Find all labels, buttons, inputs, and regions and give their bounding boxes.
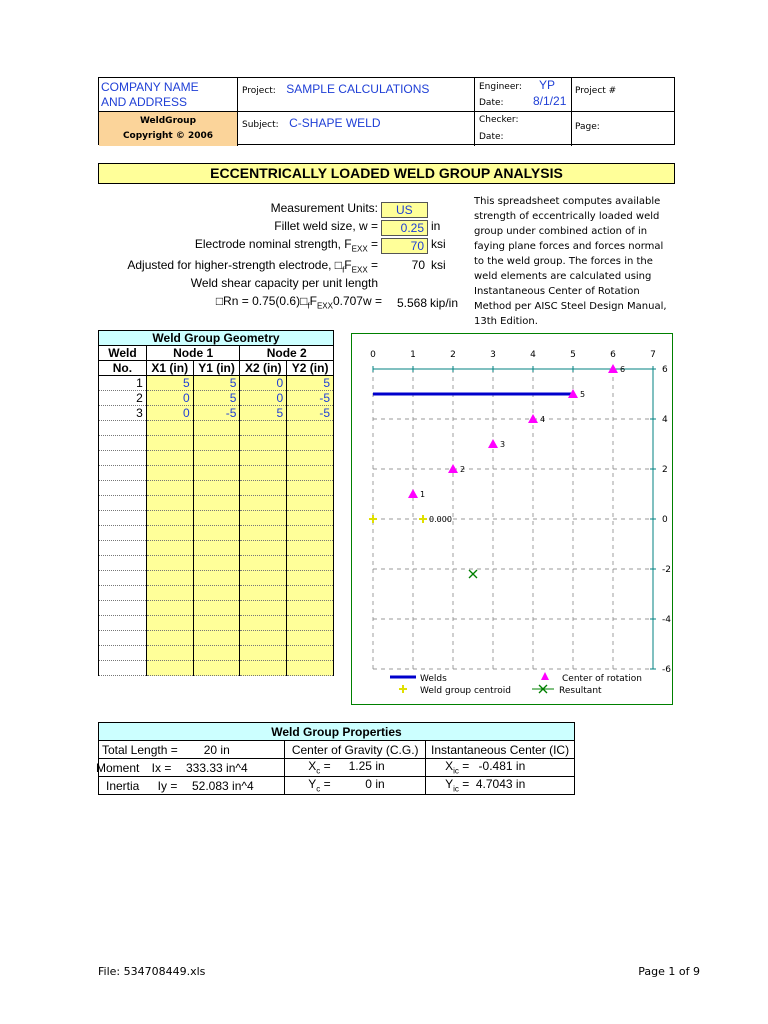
- legend-swatch-center: [541, 672, 549, 680]
- cell-no: [99, 631, 147, 646]
- xc-value: 1.25: [348, 759, 372, 774]
- cell-no: [99, 481, 147, 496]
- y-tick-label: -4: [662, 615, 671, 625]
- cell-x2[interactable]: [240, 421, 287, 436]
- cell-y2[interactable]: [287, 586, 334, 601]
- cell-y2[interactable]: 5: [287, 376, 334, 391]
- total-length-value: 20: [203, 742, 218, 757]
- yic-value: 4.7043: [475, 777, 513, 792]
- header-y1: Y1 (in): [193, 361, 240, 376]
- table-row: [99, 616, 334, 631]
- ic-header: Instantaneous Center (IC): [426, 741, 575, 759]
- cell-x2[interactable]: [240, 601, 287, 616]
- cell-y1[interactable]: [193, 436, 240, 451]
- properties-caption: Weld Group Properties: [99, 723, 575, 741]
- cell-y2[interactable]: [287, 646, 334, 661]
- cell-y1[interactable]: [193, 451, 240, 466]
- cell-x2[interactable]: [240, 466, 287, 481]
- weld-geometry-table: [98, 330, 334, 676]
- cell-y2[interactable]: [287, 631, 334, 646]
- weld-properties-table: [98, 722, 575, 795]
- subject-label: Subject:: [242, 120, 279, 130]
- ix-value: 333.33: [185, 760, 223, 775]
- cell-no: [99, 556, 147, 571]
- ix-unit: in^4: [226, 760, 248, 775]
- table-row: [99, 496, 334, 511]
- cell-x1[interactable]: [146, 526, 193, 541]
- y-tick-label: 2: [662, 465, 668, 475]
- center-of-rotation-marker: [488, 439, 498, 448]
- cell-y2[interactable]: [287, 451, 334, 466]
- cell-y1[interactable]: [193, 526, 240, 541]
- y-tick-label: -2: [662, 565, 671, 575]
- weld-size-label: Fillet weld size, w =: [274, 219, 378, 233]
- adjusted-label: Adjusted for higher-strength electrode, $□_fF_{EXX}$ =: [127, 258, 378, 275]
- cell-y2[interactable]: -5: [287, 406, 334, 421]
- rn-value: 5.568: [396, 296, 427, 310]
- cell-y2[interactable]: [287, 481, 334, 496]
- adjusted-unit: ksi: [431, 258, 446, 272]
- cell-y2[interactable]: [287, 511, 334, 526]
- app-branding: [99, 112, 238, 146]
- iy-label: Iy =: [157, 778, 178, 793]
- cell-x2[interactable]: [240, 586, 287, 601]
- rn-label: □Rn = $0.75(0.6)□_fF_{EXX}0.707w$ =: [215, 294, 382, 311]
- x-tick-label: 3: [490, 350, 496, 360]
- cell-x1[interactable]: 5: [146, 376, 193, 391]
- y-tick-label: 4: [662, 415, 668, 425]
- cell-x2[interactable]: [240, 661, 287, 676]
- table-row: [99, 556, 334, 571]
- table-row: [99, 631, 334, 646]
- cell-x1[interactable]: [146, 421, 193, 436]
- xic-value: -0.481: [478, 759, 513, 774]
- cell-y1[interactable]: [193, 556, 240, 571]
- cell-x2[interactable]: [240, 631, 287, 646]
- cell-y1[interactable]: [193, 601, 240, 616]
- cell-x2[interactable]: [240, 616, 287, 631]
- moment-label: Moment: [96, 760, 140, 775]
- yc-value: 0: [365, 777, 372, 792]
- cell-x1[interactable]: [146, 586, 193, 601]
- electrode-input[interactable]: 70: [381, 238, 428, 254]
- cell-no: [99, 586, 147, 601]
- cell-y1[interactable]: [193, 646, 240, 661]
- checker-cell: [475, 112, 572, 146]
- table-row: [99, 571, 334, 586]
- cell-x2[interactable]: 0: [240, 391, 287, 406]
- cell-x1[interactable]: [146, 541, 193, 556]
- xc-cell: $X_c = 1.25$ in: [285, 759, 426, 777]
- table-row: [99, 541, 334, 556]
- copyright: Copyright © 2006: [122, 131, 214, 141]
- cell-x2[interactable]: [240, 511, 287, 526]
- cell-x1[interactable]: [146, 631, 193, 646]
- cell-x1[interactable]: [146, 571, 193, 586]
- electrode-unit: ksi: [431, 237, 446, 251]
- cg-header: Center of Gravity (C.G.): [285, 741, 426, 759]
- cell-y1[interactable]: [193, 541, 240, 556]
- cell-y2[interactable]: [287, 496, 334, 511]
- cell-y1[interactable]: [193, 571, 240, 586]
- project-label: Project:: [242, 86, 276, 96]
- cell-no: [99, 451, 147, 466]
- cell-y1[interactable]: [193, 631, 240, 646]
- cell-y2[interactable]: [287, 601, 334, 616]
- total-length-cell: [99, 741, 285, 759]
- table-row: [99, 481, 334, 496]
- x-tick-label: 1: [410, 350, 416, 360]
- y-tick-label: 6: [662, 365, 668, 375]
- table-row: [99, 511, 334, 526]
- header-no: No.: [99, 361, 147, 376]
- table-row: [99, 421, 334, 436]
- cell-y2[interactable]: [287, 616, 334, 631]
- header-y2: Y2 (in): [287, 361, 334, 376]
- center-of-rotation-label: 3: [500, 440, 506, 449]
- x-tick-label: 7: [650, 350, 656, 360]
- cell-x2[interactable]: [240, 526, 287, 541]
- center-of-rotation-marker: [408, 489, 418, 498]
- header-node1: Node 1: [146, 346, 240, 361]
- cell-x1[interactable]: [146, 481, 193, 496]
- total-length-unit: in: [220, 742, 230, 757]
- x-tick-label: 4: [530, 350, 536, 360]
- cell-x1[interactable]: [146, 466, 193, 481]
- subject-cell: [238, 112, 475, 146]
- header-x1: X1 (in): [146, 361, 193, 376]
- cell-no: [99, 616, 147, 631]
- description-text: This spreadsheet computes available strength of eccentrically loaded weld group under combined action of in faying plane forces and forces normal to the weld group. The forces in the weld elements are calculated using Instantaneous Center of Rotation Method per AISC Steel Design Manual, 13th Edition.: [474, 196, 667, 327]
- cell-no: [99, 466, 147, 481]
- header-block: [98, 77, 675, 145]
- cell-x1[interactable]: [146, 451, 193, 466]
- table-row: [99, 436, 334, 451]
- project-number-label: Project #: [575, 86, 617, 96]
- cell-x1[interactable]: 0: [146, 406, 193, 421]
- table-row: [99, 376, 334, 391]
- cell-y2[interactable]: [287, 571, 334, 586]
- y-tick-label: -6: [662, 665, 671, 675]
- cell-no: 3: [99, 406, 147, 421]
- cell-y2[interactable]: [287, 526, 334, 541]
- cell-x2[interactable]: [240, 556, 287, 571]
- weld-plot: [351, 333, 673, 705]
- inertia-label: Inertia: [106, 778, 140, 793]
- cell-x2[interactable]: [240, 541, 287, 556]
- ix-cell: [96, 759, 285, 777]
- x-tick-label: 0: [370, 350, 376, 360]
- weld-plot-svg: [352, 334, 674, 706]
- y-tick-label: 0: [662, 515, 668, 525]
- adjusted-value: 70: [411, 258, 425, 272]
- legend-label: Center of rotation: [562, 674, 642, 684]
- cell-no: [99, 421, 147, 436]
- legend-label: Weld group centroid: [420, 686, 511, 696]
- center-of-rotation-label: 5: [580, 390, 586, 399]
- company-cell: [99, 78, 238, 112]
- cell-no: [99, 646, 147, 661]
- cell-no: [99, 601, 147, 616]
- table-row: [99, 526, 334, 541]
- units-label: Measurement Units:: [270, 201, 378, 215]
- sheet-title: ECCENTRICALLY LOADED WELD GROUP ANALYSIS: [98, 163, 675, 184]
- footer-page: Page 1 of 9: [638, 965, 700, 978]
- x-tick-label: 2: [450, 350, 456, 360]
- cell-x1[interactable]: 0: [146, 391, 193, 406]
- company-name: COMPANY NAME: [101, 80, 199, 94]
- cell-x2[interactable]: [240, 496, 287, 511]
- cell-y1[interactable]: [193, 661, 240, 676]
- ix-label: Ix =: [151, 760, 172, 775]
- subject-value: C-SHAPE WELD: [289, 116, 381, 130]
- weld-size-input[interactable]: 0.25: [381, 220, 428, 236]
- header-node2: Node 2: [240, 346, 334, 361]
- cell-no: [99, 541, 147, 556]
- page-cell: [572, 112, 675, 146]
- cell-y2[interactable]: [287, 436, 334, 451]
- cell-y2[interactable]: [287, 661, 334, 676]
- cell-no: [99, 436, 147, 451]
- cell-x1[interactable]: [146, 496, 193, 511]
- table-row: [99, 391, 334, 406]
- center-of-rotation-marker: [448, 464, 458, 473]
- table-row: [99, 601, 334, 616]
- cell-y2[interactable]: [287, 466, 334, 481]
- cell-x2[interactable]: [240, 646, 287, 661]
- engineer-cell: [475, 78, 572, 112]
- cell-x2[interactable]: [240, 571, 287, 586]
- center-of-rotation-marker: [528, 414, 538, 423]
- cell-y2[interactable]: [287, 541, 334, 556]
- yc-cell: $Y_c = 0$ in: [285, 777, 426, 795]
- cell-x1[interactable]: [146, 436, 193, 451]
- cell-y1[interactable]: 5: [193, 391, 240, 406]
- table-row: [99, 646, 334, 661]
- iy-unit: in^4: [232, 778, 254, 793]
- legend-label: Welds: [420, 674, 447, 684]
- header-weld: Weld: [99, 346, 147, 361]
- date-label: Date:: [479, 98, 504, 108]
- page-label: Page:: [575, 122, 600, 132]
- total-length-label: Total Length =: [102, 742, 178, 757]
- cell-no: [99, 511, 147, 526]
- cell-y1[interactable]: [193, 496, 240, 511]
- iy-value: 52.083: [191, 778, 229, 793]
- electrode-label: Electrode nominal strength, $F_{EXX}$ =: [194, 237, 378, 254]
- date2-label: Date:: [479, 132, 504, 142]
- weld-size-unit: in: [431, 219, 441, 233]
- cell-y1[interactable]: [193, 616, 240, 631]
- center-of-rotation-label: 1: [420, 490, 426, 499]
- engineer-value: YP: [539, 78, 556, 92]
- cell-x1[interactable]: [146, 556, 193, 571]
- cell-y1[interactable]: [193, 421, 240, 436]
- cell-y2[interactable]: -5: [287, 391, 334, 406]
- cell-x1[interactable]: [146, 616, 193, 631]
- company-address: AND ADDRESS: [101, 95, 188, 109]
- iy-cell: [99, 777, 285, 795]
- date-value: 8/1/21: [533, 94, 567, 108]
- geometry-caption: Weld Group Geometry: [99, 331, 334, 346]
- xic-cell: $X_{ic} = -0.481$ in: [426, 759, 575, 777]
- cell-y1[interactable]: -5: [193, 406, 240, 421]
- cell-no: [99, 496, 147, 511]
- cell-x2[interactable]: [240, 481, 287, 496]
- table-row: [99, 406, 334, 421]
- project-number-cell: [572, 78, 675, 112]
- cell-no: [99, 571, 147, 586]
- table-row: [99, 466, 334, 481]
- checker-label: Checker:: [479, 115, 519, 125]
- x-tick-label: 5: [570, 350, 576, 360]
- cell-x2[interactable]: 5: [240, 406, 287, 421]
- engineer-label: Engineer:: [479, 82, 522, 92]
- app-name: WeldGroup: [139, 116, 197, 126]
- table-row: [99, 586, 334, 601]
- units-input[interactable]: US: [381, 202, 428, 218]
- cell-x1[interactable]: [146, 511, 193, 526]
- cell-x2[interactable]: 0: [240, 376, 287, 391]
- table-row: [99, 451, 334, 466]
- x-tick-label: 6: [610, 350, 616, 360]
- cell-no: [99, 526, 147, 541]
- cell-y1[interactable]: 5: [193, 376, 240, 391]
- cell-y2[interactable]: [287, 556, 334, 571]
- cell-x1[interactable]: [146, 646, 193, 661]
- cell-y1[interactable]: [193, 586, 240, 601]
- center-of-rotation-label: 6: [620, 365, 626, 374]
- legend-label: Resultant: [559, 686, 602, 696]
- cell-no: 2: [99, 391, 147, 406]
- cell-y1[interactable]: [193, 466, 240, 481]
- cell-no: [99, 661, 147, 676]
- rn-unit: kip/in: [430, 296, 459, 310]
- cell-x1[interactable]: [146, 601, 193, 616]
- cell-y1[interactable]: [193, 481, 240, 496]
- center-of-rotation-label: 2: [460, 465, 466, 474]
- cell-no: 1: [99, 376, 147, 391]
- table-row: [99, 661, 334, 676]
- project-cell: [238, 78, 475, 112]
- project-value: SAMPLE CALCULATIONS: [286, 82, 430, 96]
- centroid-label: 0.000: [429, 515, 452, 524]
- footer-file: File: 534708449.xls: [98, 965, 206, 978]
- cell-x2[interactable]: [240, 436, 287, 451]
- center-of-rotation-label: 4: [540, 415, 546, 424]
- cell-x2[interactable]: [240, 451, 287, 466]
- cell-y1[interactable]: [193, 511, 240, 526]
- yic-cell: $Y_{ic} = 4.7043$ in: [426, 777, 575, 795]
- shear-capacity-label: Weld shear capacity per unit length: [190, 276, 378, 290]
- cell-y2[interactable]: [287, 421, 334, 436]
- cell-x1[interactable]: [146, 661, 193, 676]
- header-x2: X2 (in): [240, 361, 287, 376]
